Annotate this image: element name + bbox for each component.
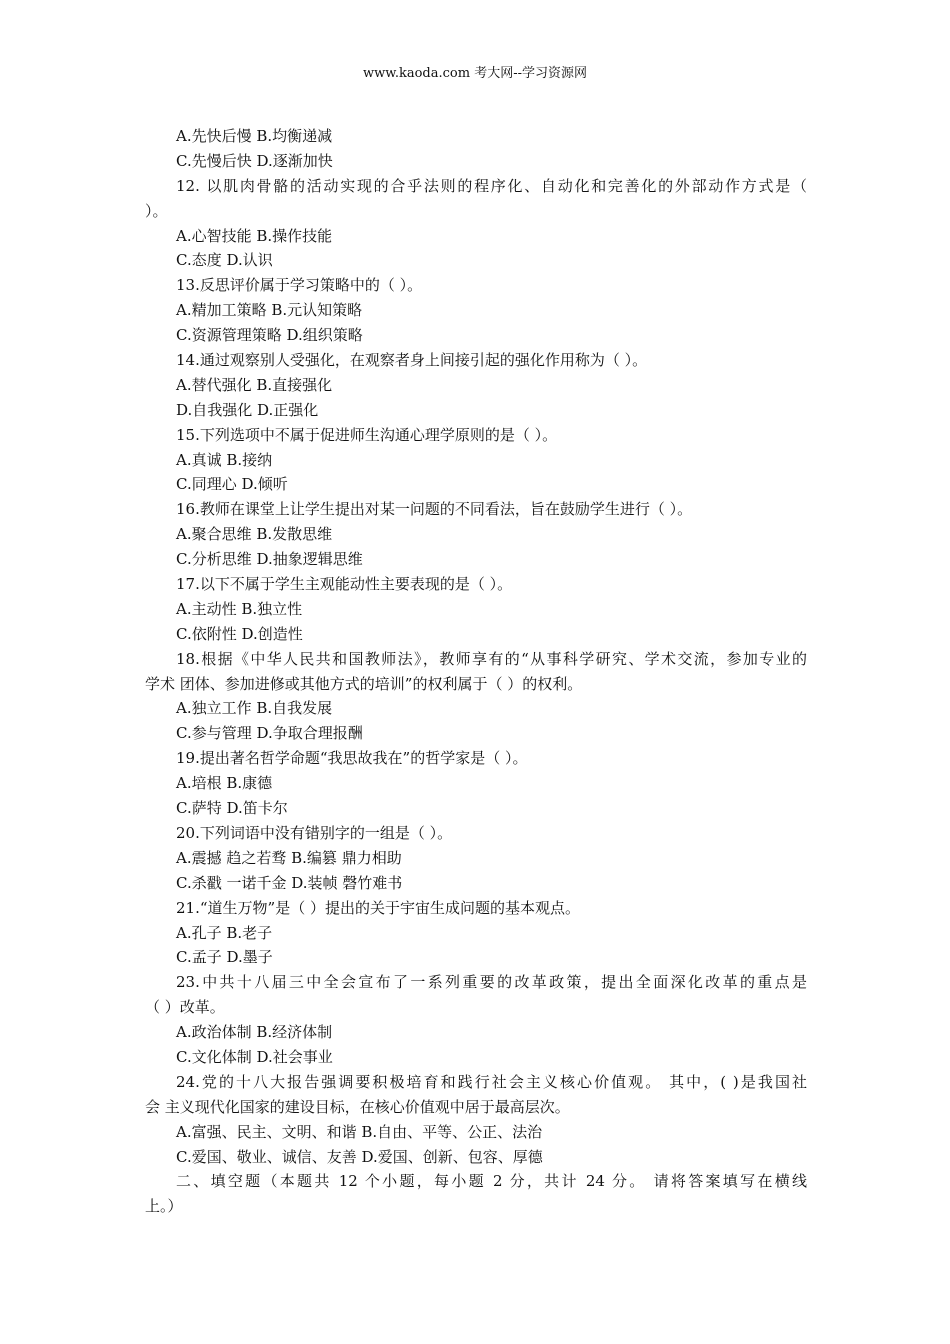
text-line: 会 主义现代化国家的建设目标，在核心价值观中居于最高层次。 [145, 1097, 570, 1116]
text-line: 19.提出著名哲学命题“我思故我在”的哲学家是（ ）。 [176, 749, 528, 768]
text-line: C.态度 D.认识 [176, 251, 273, 270]
text-line: A.培根 B.康德 [176, 774, 273, 793]
text-line: A.心智技能 B.操作技能 [176, 226, 333, 245]
text-line: A.替代强化 B.直接强化 [176, 375, 333, 394]
text-line: C.杀戳 一诺千金 D.装帧 磬竹难书 [176, 873, 403, 892]
text-line: C.爱国、敬业、诚信、友善 D.爱国、创新、包容、厚德 [176, 1147, 543, 1166]
text-line: C.孟子 D.墨子 [176, 948, 273, 967]
document-body [145, 124, 807, 1219]
text-line: （ ）改革。 [145, 998, 225, 1017]
text-line: A.富强、民主、文明、和谐 B.自由、平等、公正、法治 [176, 1122, 543, 1141]
text-line: 二、填空题（本题共 12 个小题，每小题 2 分，共计 24 分。 请将答案填写在横线 [176, 1172, 807, 1191]
header-site-text: www.kaoda.com 考大网--学习资源网 [363, 66, 587, 81]
text-line: 21.“道生万物”是（ ）提出的关于宇宙生成问题的基本观点。 [176, 898, 580, 917]
text-line: A.先快后慢 B.均衡递减 [176, 127, 333, 145]
text-line: 13.反思评价属于学习策略中的（ ）。 [176, 276, 423, 295]
text-line: A.独立工作 B.自我发展 [176, 699, 333, 718]
text-line: C.分析思维 D.抽象逻辑思维 [176, 550, 363, 569]
text-line: 17.以下不属于学生主观能动性主要表现的是（ ）。 [176, 575, 513, 594]
text-line: A.主动性 B.独立性 [176, 599, 303, 618]
text-line: A.政治体制 B.经济体制 [176, 1023, 333, 1042]
text-line: 学术 团体、参加进修或其他方式的培训”的权利属于（ ）的权利。 [145, 674, 583, 693]
text-line: C.资源管理策略 D.组织策略 [176, 326, 363, 345]
text-line: A.震撼 趋之若骛 B.编篡 鼎力相助 [176, 848, 402, 867]
text-line: ）。 [145, 201, 168, 220]
text-line: 24.党的十八大报告强调要积极培育和践行社会主义核心价值观。 其中，( )是我国社 [176, 1072, 807, 1091]
page-header [0, 66, 950, 82]
text-line: A.聚合思维 B.发散思维 [176, 525, 333, 544]
text-line: 15.下列选项中不属于促进师生沟通心理学原则的是（ ）。 [176, 425, 558, 444]
text-line: C.参与管理 D.争取合理报酬 [176, 724, 363, 743]
text-line: C.萨特 D.笛卡尔 [176, 799, 288, 818]
text-line: A.精加工策略 B.元认知策略 [176, 301, 363, 320]
text-line: C.同理心 D.倾听 [176, 475, 288, 494]
text-line: C.先慢后快 D.逐渐加快 [176, 151, 333, 170]
text-line: 12. 以肌肉骨骼的活动实现的合乎法则的程序化、自动化和完善化的外部动作方式是（ [176, 176, 807, 195]
text-line: C.依附性 D.创造性 [176, 624, 303, 643]
text-line: A.真诚 B.接纳 [176, 450, 273, 469]
text-line: 20.下列词语中没有错别字的一组是（ ）。 [176, 823, 453, 842]
text-line: 18.根据《中华人民共和国教师法》，教师享有的“从事科学研究、学术交流，参加专业的 [176, 649, 807, 668]
text-line: 16.教师在课堂上让学生提出对某一问题的不同看法，旨在鼓励学生进行（ ）。 [176, 500, 693, 519]
text-line: 23.中共十八届三中全会宣布了一系列重要的改革政策，提出全面深化改革的重点是 [176, 973, 807, 992]
text-line: 上。） [145, 1197, 183, 1216]
text-line: C.文化体制 D.社会事业 [176, 1047, 333, 1066]
text-line: D.自我强化 D.正强化 [176, 400, 319, 419]
text-line: A.孔子 B.老子 [176, 923, 273, 942]
text-line: 14.通过观察别人受强化，在观察者身上间接引起的强化作用称为（ ）。 [176, 351, 648, 370]
